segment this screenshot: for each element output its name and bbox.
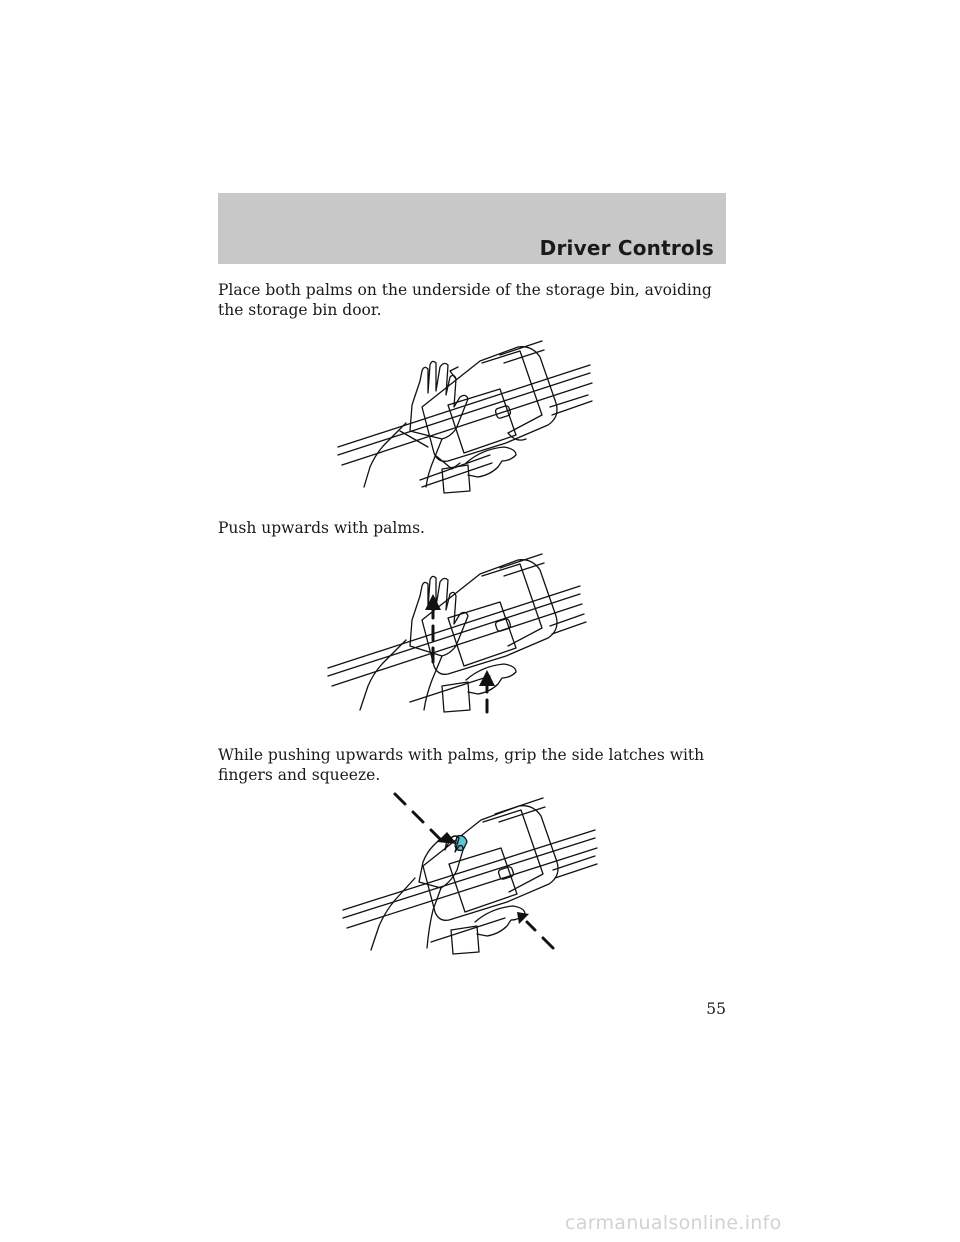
squeeze-arrow-lower bbox=[527, 922, 553, 948]
step-2-text: Push upwards with palms. bbox=[218, 519, 425, 537]
up-arrow-right-head bbox=[479, 670, 495, 686]
header-band bbox=[218, 193, 726, 264]
right-hand bbox=[442, 447, 516, 493]
step-3-text: While pushing upwards with palms, grip the side latches with fingers and squeeze. bbox=[218, 746, 705, 784]
figure-push-upwards bbox=[320, 550, 590, 720]
right-hand bbox=[451, 906, 525, 954]
squeeze-arrow-upper bbox=[395, 794, 439, 838]
roof-rails bbox=[328, 554, 586, 702]
watermark: carmanualsonline.info bbox=[565, 1212, 782, 1234]
left-hand bbox=[371, 836, 463, 950]
step-1-text: Place both palms on the underside of the storage bin, avoiding the storage bin door. bbox=[218, 281, 712, 319]
page-number: 55 bbox=[706, 1000, 726, 1018]
figure-squeeze-latches bbox=[335, 790, 605, 960]
section-title: Driver Controls bbox=[539, 236, 714, 260]
figure-palms-on-bin bbox=[330, 335, 600, 495]
storage-bin bbox=[422, 560, 557, 675]
